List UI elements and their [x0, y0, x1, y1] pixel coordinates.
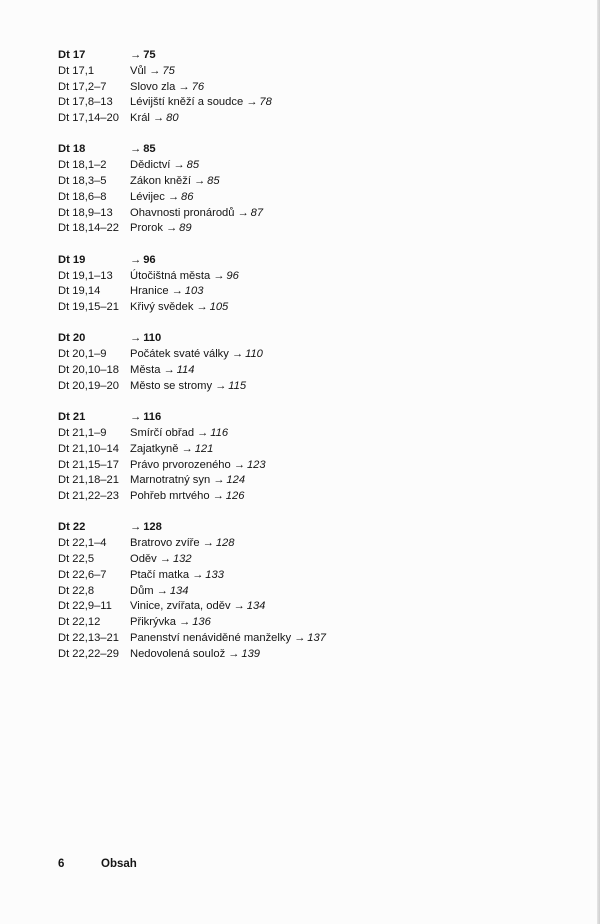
entry-page: 105	[209, 301, 229, 314]
entry-ref: Dt 19,1–13	[58, 269, 113, 282]
toc-entry	[58, 64, 558, 80]
entry-ref: Dt 18,3–5	[58, 175, 107, 188]
toc-entry	[58, 552, 558, 568]
entry-title: Ohavnosti pronárodů	[130, 206, 235, 219]
entry-title: Prorok	[130, 222, 163, 235]
entry-ref: Dt 21,1–9	[58, 426, 107, 439]
entry-title: Přikrývka	[130, 616, 176, 629]
entry-title-line	[130, 631, 326, 647]
arrow-icon: →	[167, 190, 180, 203]
entry-title-line	[130, 174, 220, 190]
entry-title-line	[130, 458, 266, 474]
entry-title: Bratrovo zvíře	[130, 537, 200, 550]
arrow-icon: →	[173, 159, 185, 172]
arrow-icon: →	[156, 584, 168, 597]
toc-entry	[58, 615, 558, 631]
toc-entry	[58, 111, 558, 127]
entry-ref: Dt 21,18–21	[58, 474, 119, 487]
entry-page: 116	[210, 426, 229, 439]
entry-title-line	[130, 363, 195, 379]
chapter-page-ref	[130, 410, 161, 426]
entry-ref: Dt 21,22–23	[58, 490, 119, 503]
entry-title: Slovo zla	[130, 80, 176, 93]
toc-chapter-heading	[58, 142, 558, 158]
entry-title-line	[130, 64, 175, 80]
arrow-icon: →	[294, 632, 306, 644]
entry-ref: Dt 22,13–21	[58, 632, 119, 644]
entry-ref: Dt 22,12	[58, 616, 101, 629]
entry-title-line	[130, 442, 213, 458]
entry-page: 110	[245, 348, 263, 361]
arrow-icon: →	[130, 253, 142, 266]
entry-title-line	[130, 269, 239, 285]
entry-title-line	[130, 568, 224, 584]
entry-title: Pohřeb mrtvého	[130, 490, 210, 503]
toc-entry	[58, 221, 558, 237]
entry-title: Zajatkyně	[130, 442, 179, 455]
entry-title: Hranice	[130, 285, 169, 298]
arrow-icon: →	[171, 285, 183, 298]
chapter-page: 85	[143, 143, 156, 156]
toc-entry	[58, 284, 558, 300]
chapter-ref: Dt 17	[58, 49, 86, 61]
entry-ref: Dt 22,6–7	[58, 568, 107, 581]
entry-page: 123	[246, 458, 266, 471]
entry-title: Král	[130, 112, 150, 125]
arrow-icon: →	[179, 616, 191, 629]
chapter-ref: Dt 21	[58, 411, 86, 424]
toc-chapter-heading	[58, 331, 558, 347]
entry-title: Právo prvorozeného	[130, 458, 231, 471]
chapter-page: 116	[143, 411, 162, 424]
entry-ref: Dt 22,5	[58, 553, 95, 566]
toc-entry	[58, 584, 558, 600]
entry-page: 134	[246, 600, 266, 613]
toc-section	[58, 142, 558, 237]
entry-title-line	[130, 111, 179, 127]
entry-page: 134	[169, 584, 189, 597]
chapter-page-ref	[130, 520, 162, 536]
chapter-ref: Dt 19	[58, 253, 86, 266]
entry-ref: Dt 19,15–21	[58, 301, 119, 314]
entry-page: 89	[179, 222, 192, 235]
entry-page: 126	[225, 490, 245, 503]
toc-entry	[58, 458, 558, 474]
chapter-page-ref	[130, 142, 156, 158]
entry-title-line	[130, 80, 204, 96]
entry-page: 114	[176, 364, 195, 377]
toc-entry	[58, 174, 558, 190]
entry-title-line	[130, 221, 192, 237]
entry-title-line	[130, 426, 228, 442]
toc-chapter-heading	[58, 410, 558, 426]
entry-ref: Dt 18,1–2	[58, 159, 107, 172]
entry-page: 87	[250, 206, 264, 219]
entry-page: 137	[307, 632, 326, 644]
entry-title-line	[130, 584, 188, 600]
toc-chapter-heading	[58, 253, 558, 269]
entry-ref: Dt 19,14	[58, 285, 101, 298]
arrow-icon: →	[213, 269, 225, 282]
arrow-icon: →	[192, 568, 204, 581]
entry-title: Marnotratný syn	[130, 474, 211, 487]
arrow-icon: →	[213, 474, 225, 487]
entry-title: Dům	[130, 584, 154, 597]
entry-ref: Dt 18,6–8	[58, 190, 107, 203]
entry-title-line	[130, 206, 263, 222]
arrow-icon: →	[152, 112, 165, 125]
entry-ref: Dt 20,1–9	[58, 348, 107, 361]
toc-entry	[58, 489, 558, 505]
toc-section	[58, 410, 558, 505]
entry-title-line	[130, 95, 272, 111]
toc-entry	[58, 647, 558, 663]
entry-page: 103	[184, 285, 204, 298]
arrow-icon: →	[130, 521, 142, 534]
toc-entry	[58, 473, 558, 489]
entry-title: Počátek svaté války	[130, 348, 229, 361]
entry-title-line	[130, 379, 246, 395]
arrow-icon: →	[197, 426, 209, 439]
arrow-icon: →	[196, 301, 208, 314]
entry-title: Lévijští kněží a soudce	[130, 96, 244, 109]
entry-title: Vůl	[130, 64, 147, 77]
running-title: Obsah	[101, 858, 137, 870]
entry-ref: Dt 20,19–20	[58, 379, 119, 392]
toc-entry	[58, 158, 558, 174]
entry-ref: Dt 21,10–14	[58, 442, 119, 455]
entry-page: 76	[191, 80, 205, 93]
entry-title-line	[130, 158, 199, 174]
arrow-icon: →	[130, 49, 142, 61]
entry-title: Ptačí matka	[130, 568, 190, 581]
toc-entry	[58, 347, 558, 363]
toc-entry	[58, 269, 558, 285]
entry-title: Nedovolená soulož	[130, 647, 226, 660]
entry-page: 80	[166, 112, 179, 125]
toc-entry	[58, 568, 558, 584]
arrow-icon: →	[246, 96, 258, 109]
toc-entry	[58, 190, 558, 206]
entry-title-line	[130, 552, 192, 568]
page-footer	[58, 858, 137, 870]
entry-page: 124	[226, 474, 246, 487]
entry-ref: Dt 20,10–18	[58, 364, 119, 377]
toc-section	[58, 520, 558, 662]
entry-title-line	[130, 536, 235, 552]
arrow-icon: →	[165, 222, 178, 235]
entry-title-line	[130, 615, 211, 631]
chapter-ref: Dt 18	[58, 143, 86, 156]
chapter-page-ref	[130, 48, 156, 64]
entry-title-line	[130, 347, 263, 363]
entry-title-line	[130, 284, 203, 300]
entry-ref: Dt 18,9–13	[58, 206, 113, 219]
entry-ref: Dt 22,1–4	[58, 537, 107, 550]
toc-entry	[58, 599, 558, 615]
toc-entry	[58, 95, 558, 111]
toc-entry	[58, 442, 558, 458]
entry-title: Dědictví	[130, 159, 171, 172]
entry-title-line	[130, 300, 228, 316]
chapter-ref: Dt 20	[58, 332, 86, 345]
entry-page: 75	[162, 64, 175, 77]
arrow-icon: →	[149, 64, 161, 77]
arrow-icon: →	[130, 143, 142, 156]
entry-title-line	[130, 473, 245, 489]
arrow-icon: →	[130, 411, 142, 424]
entry-ref: Dt 17,8–13	[58, 96, 113, 109]
entry-title: Zákon kněží	[130, 175, 191, 188]
chapter-ref: Dt 22	[58, 521, 86, 534]
table-of-contents	[58, 48, 558, 678]
toc-entry	[58, 426, 558, 442]
entry-title: Lévijec	[130, 190, 165, 203]
entry-title: Křivý svědek	[130, 301, 194, 314]
entry-title: Oděv	[130, 553, 157, 566]
entry-ref: Dt 18,14–22	[58, 222, 119, 235]
entry-title-line	[130, 489, 244, 505]
entry-page: 133	[205, 568, 224, 581]
entry-ref: Dt 17,2–7	[58, 80, 107, 93]
entry-page: 85	[207, 175, 220, 188]
arrow-icon: →	[215, 379, 227, 392]
arrow-icon: →	[233, 600, 245, 613]
entry-title: Město se stromy	[130, 379, 213, 392]
toc-entry	[58, 80, 558, 96]
chapter-page-ref	[130, 253, 156, 269]
entry-page: 78	[259, 96, 272, 109]
entry-page: 136	[192, 616, 211, 629]
entry-title: Vinice, zvířata, oděv	[130, 600, 231, 613]
toc-entry	[58, 379, 558, 395]
page-number: 6	[58, 858, 65, 870]
entry-title: Smírčí obřad	[130, 426, 195, 439]
arrow-icon: →	[231, 348, 244, 361]
entry-ref: Dt 21,15–17	[58, 458, 119, 471]
arrow-icon: →	[163, 364, 175, 377]
entry-title: Útočištná města	[130, 269, 211, 282]
chapter-page: 96	[143, 253, 156, 266]
entry-title: Panenství nenáviděné manželky	[130, 632, 292, 644]
arrow-icon: →	[159, 553, 171, 566]
toc-chapter-heading	[58, 48, 558, 64]
arrow-icon: →	[212, 490, 224, 503]
entry-title-line	[130, 599, 265, 615]
toc-entry	[58, 300, 558, 316]
arrow-icon: →	[237, 206, 249, 219]
entry-page: 96	[226, 269, 239, 282]
entry-page: 115	[228, 379, 247, 392]
chapter-page: 75	[143, 49, 156, 61]
arrow-icon: →	[181, 442, 193, 455]
entry-page: 132	[172, 553, 192, 566]
entry-page: 121	[194, 442, 214, 455]
toc-entry	[58, 631, 558, 647]
arrow-icon: →	[130, 332, 142, 345]
entry-ref: Dt 22,8	[58, 584, 95, 597]
entry-page: 86	[181, 190, 194, 203]
entry-title-line	[130, 647, 260, 663]
chapter-page: 128	[143, 521, 162, 534]
entry-ref: Dt 22,9–11	[58, 600, 112, 613]
entry-ref: Dt 22,22–29	[58, 647, 119, 660]
arrow-icon: →	[193, 175, 206, 188]
entry-page: 85	[186, 159, 200, 172]
toc-chapter-heading	[58, 520, 558, 536]
toc-entry	[58, 363, 558, 379]
toc-entry	[58, 536, 558, 552]
entry-title: Města	[130, 364, 161, 377]
toc-entry	[58, 206, 558, 222]
arrow-icon: →	[233, 458, 245, 471]
toc-section	[58, 331, 558, 394]
chapter-page: 110	[143, 332, 162, 345]
arrow-icon: →	[228, 647, 240, 660]
arrow-icon: →	[178, 80, 190, 93]
toc-section	[58, 253, 558, 316]
chapter-page-ref	[130, 331, 161, 347]
entry-page: 139	[241, 647, 261, 660]
arrow-icon: →	[202, 537, 214, 550]
entry-page: 128	[215, 537, 235, 550]
entry-ref: Dt 17,14–20	[58, 112, 119, 125]
entry-title-line	[130, 190, 193, 206]
entry-ref: Dt 17,1	[58, 64, 95, 77]
toc-section	[58, 48, 558, 127]
